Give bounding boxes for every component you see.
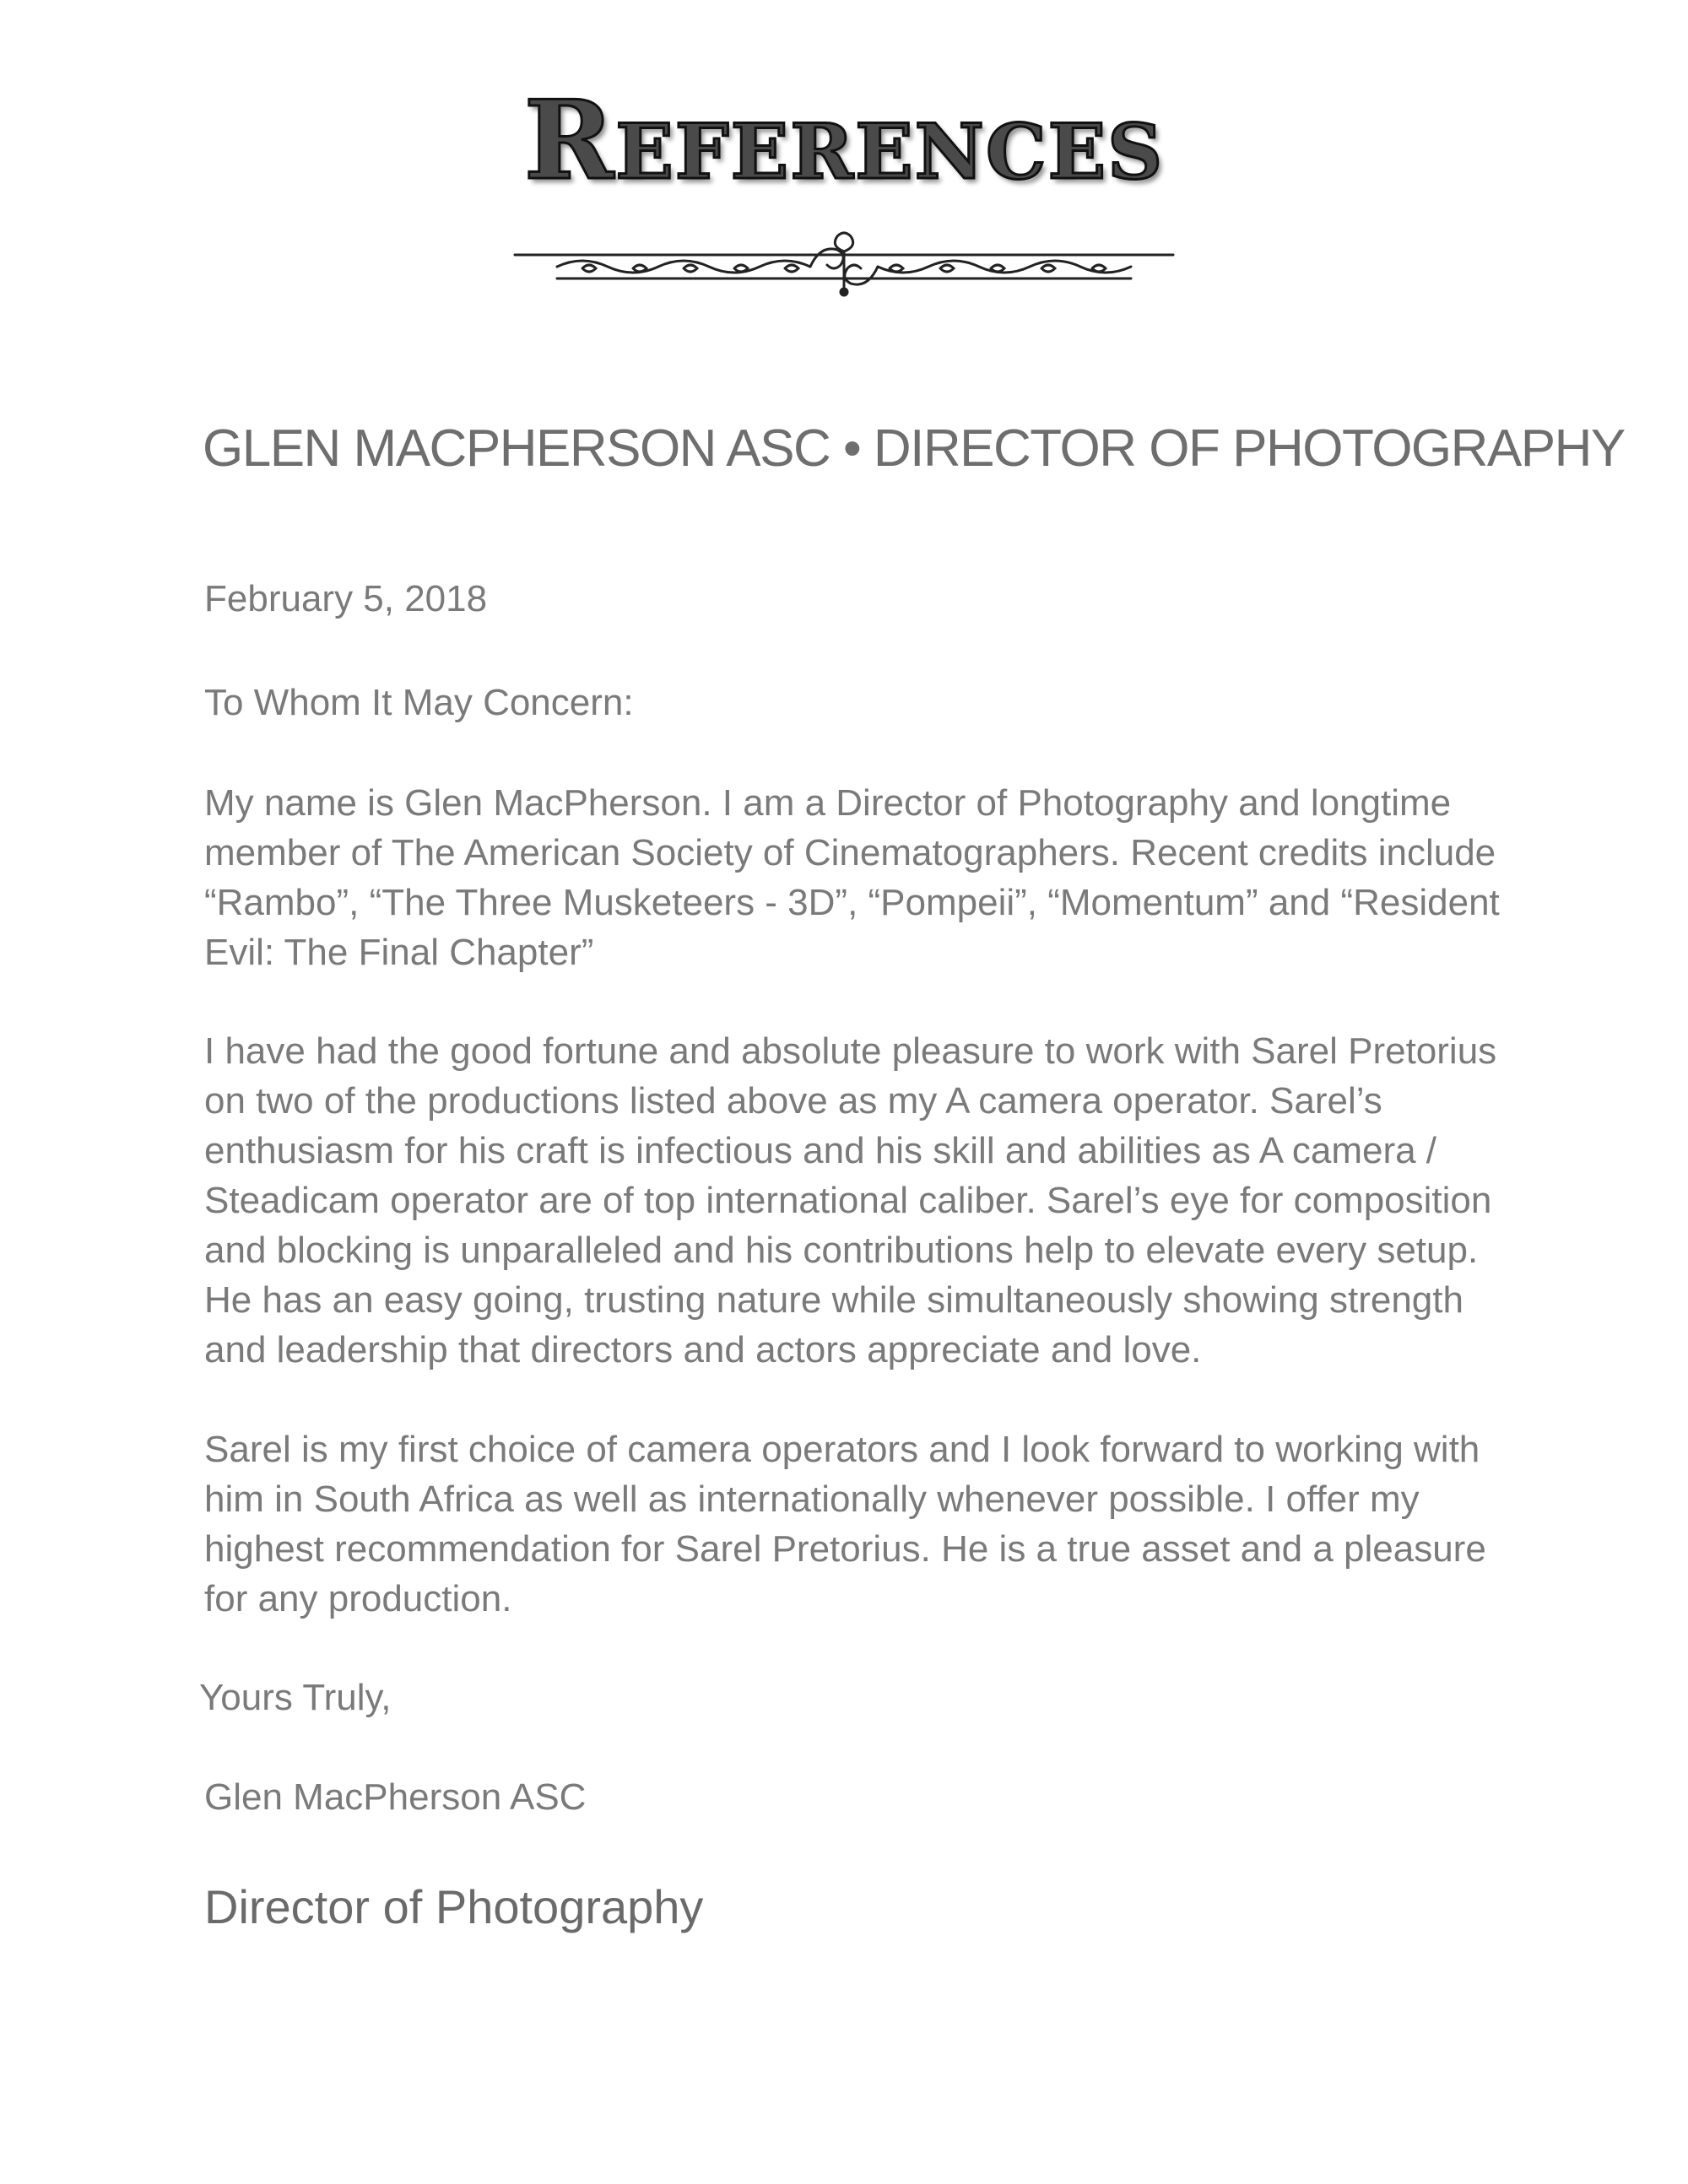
letter-closing: Yours Truly, [199, 1677, 392, 1718]
signer-name: Glen MacPherson ASC [204, 1776, 587, 1818]
page-title: References [523, 78, 1165, 204]
decorative-divider-icon [506, 230, 1182, 297]
letter-date: February 5, 2018 [204, 578, 488, 619]
letter-paragraph: I have had the good fortune and absolute pleasure to work with Sarel Pretorius on two of the productions listed above as my A camera operator. Sarel’s enthusiasm for his craft is infectious and his skill and abilities as A camera / Steadicam operator are of top international caliber. Sarel’s eye for composition and blocking is unparalleled and his contributions help to elevate every setup. He has an easy going, trusting nature while simultaneously showing strength and leadership that directors and actors appreciate and love. [204, 1030, 1497, 1370]
letter-paragraph: My name is Glen MacPherson. I am a Director of Photography and longtime member of The American Society of Cinematographers. Recent credits include “Rambo”, “The Three Musketeers - 3D”, “Pompeii”, “Momentum” and “Resident Evil: The Final Chapter” [204, 782, 1500, 973]
letter-paragraph: Sarel is my first choice of camera operators and I look forward to working with him in South Africa as well as internationally whenever possible. I offer my highest recommendation for Sarel Pretorius. He is a true asset and a pleasure for any production. [204, 1429, 1486, 1619]
letterhead: GLEN MACPHERSON ASC • DIRECTOR OF PHOTOGRAPHY [203, 419, 1625, 478]
letter-salutation: To Whom It May Concern: [204, 682, 634, 723]
signer-title: Director of Photography [204, 1880, 704, 1933]
